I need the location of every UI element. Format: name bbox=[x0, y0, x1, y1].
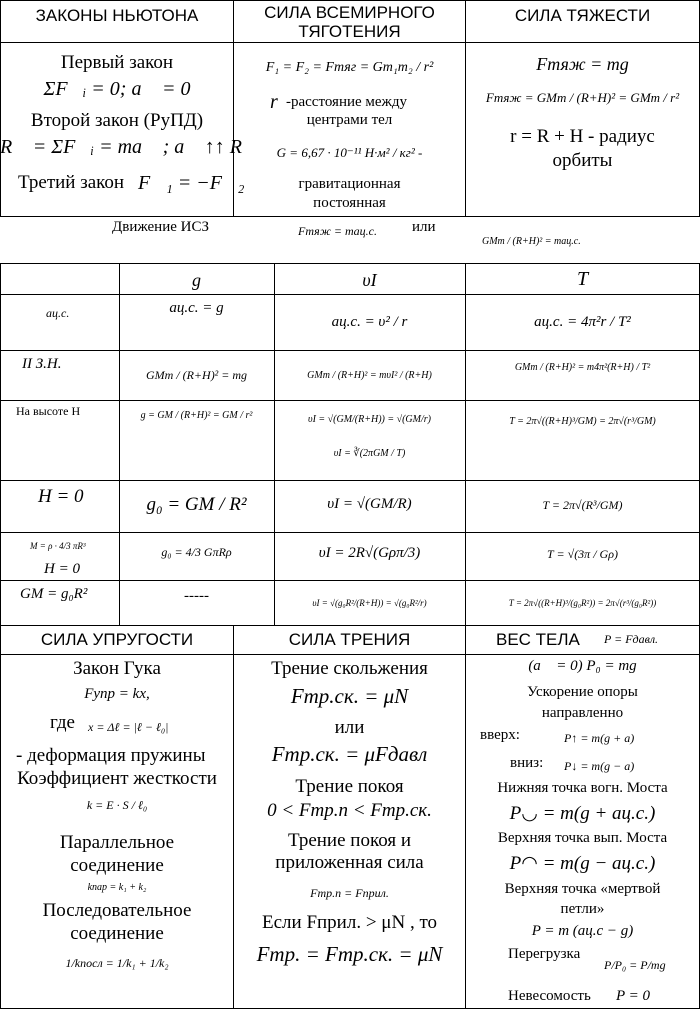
static-equal: Fтр.п = Fприл. bbox=[310, 886, 389, 900]
cell-4-g: g₀ = 4/3 GπRρ bbox=[161, 545, 232, 559]
elastic-title: СИЛА УПРУГОСТИ bbox=[40, 630, 194, 649]
third-law-formula: F⃗₁ = −F⃗₂ bbox=[138, 172, 245, 194]
cell-2-g: g = GM / (R+H)² = GM / r² bbox=[140, 410, 253, 421]
newton-title: ЗАКОНЫ НЬЮТОНА bbox=[35, 6, 199, 25]
parallel-formula: kпар = k₁ + k₂ bbox=[87, 882, 147, 893]
weightless-formula: P = 0 bbox=[616, 988, 651, 1004]
deformation-label: - деформация пружины bbox=[16, 745, 206, 766]
row-label-2nd-law: II З.Н. bbox=[22, 356, 62, 372]
static-label: Трение покоя bbox=[295, 776, 404, 797]
cell-0-g: aц.с. = g bbox=[169, 300, 224, 316]
lower-bridge-formula: P◡ = m(g + aц.с.) bbox=[509, 803, 656, 824]
col-header-g: g bbox=[192, 270, 201, 290]
up-label: вверх: bbox=[480, 727, 520, 743]
stiffness-label: Коэффициент жесткости bbox=[17, 768, 217, 789]
accel-label-1: Ускорение опоры bbox=[527, 684, 638, 700]
cell-2-t: T = 2π√((R+H)³/GM) = 2π√(r³/GM) bbox=[509, 416, 656, 427]
static-inequality: 0 < Fтр.п < Fтр.ск. bbox=[267, 800, 432, 821]
weight-title-formula: P = Fдавл. bbox=[604, 632, 659, 646]
gravity-cell bbox=[465, 0, 700, 217]
isz-label: Движение ИСЗ bbox=[112, 219, 209, 235]
serial-formula: 1/kпосл = 1/k₁ + 1/k₂ bbox=[65, 956, 169, 970]
gravity-title: СИЛА ТЯЖЕСТИ bbox=[514, 6, 651, 25]
row-label-a: aц.с. bbox=[46, 306, 70, 320]
cell-0-v: aц.с. = υ² / r bbox=[331, 314, 408, 330]
cell-5-t: T = 2π√((R+H)³/(g₀R²)) = 2π√(r³/(g₀R²)) bbox=[508, 598, 657, 608]
weight-rest: (a⃗ = 0) P₀ = mg bbox=[528, 658, 637, 674]
cell-0-t: aц.с. = 4π²r / T² bbox=[534, 314, 631, 330]
r-symbol: r bbox=[270, 91, 278, 113]
g-constant: G = 6,67 · 10⁻¹¹ H·м² / кг² - bbox=[276, 145, 423, 160]
overload-label: Перегрузка bbox=[508, 946, 581, 962]
overload-formula: P/P₀ = P/mg bbox=[604, 958, 666, 972]
col-header-t: T bbox=[576, 268, 589, 290]
hooke-formula: Fупр = kx, bbox=[84, 686, 150, 702]
cell-3-t: T = 2π√(R³/GM) bbox=[542, 498, 623, 512]
cell-2-v2: υI = ∛(2πGM / T) bbox=[333, 448, 406, 459]
r-description-2: центрами тел bbox=[306, 112, 393, 128]
where-label: где bbox=[50, 712, 75, 733]
stiffness-formula: k = E · S / ℓ₀ bbox=[86, 798, 148, 812]
cell-1-g: GMm / (R+H)² = mg bbox=[145, 368, 248, 382]
cell-3-v: υI = √(GM/R) bbox=[327, 496, 412, 512]
dead-loop-formula: P = m (aц.с − g) bbox=[531, 923, 634, 939]
parallel-label-2: соединение bbox=[70, 855, 164, 876]
upper-bridge-formula: P◠ = m(g − aц.с.) bbox=[509, 853, 656, 874]
first-law-label: Первый закон bbox=[60, 52, 174, 73]
g-description-2: постоянная bbox=[313, 195, 386, 211]
up-formula: P↑ = m(g + a) bbox=[564, 731, 635, 745]
row-label-gm: GM = g₀R² bbox=[20, 586, 88, 602]
friction-final: Fтр. = Fтр.ск. = μN bbox=[256, 942, 443, 966]
x-definition: x = Δℓ = |ℓ − ℓ₀| bbox=[88, 720, 169, 734]
friction-or: или bbox=[334, 717, 365, 738]
gravitation-title-2: ТЯГОТЕНИЯ bbox=[298, 22, 401, 41]
static-applied-2: приложенная сила bbox=[275, 852, 424, 873]
down-label: вниз: bbox=[510, 755, 544, 771]
gravitation-formula: F₁ = F₂ = Fтяг = Gm₁m₂ / r² bbox=[265, 60, 434, 75]
cell-5-v: υI = √(g₀R²/(R+H)) = √(g₀R²/r) bbox=[312, 598, 427, 608]
sliding-label: Трение скольжения bbox=[271, 658, 428, 679]
isz-formula-2: GMm / (R+H)² = maц.с. bbox=[482, 236, 581, 247]
sliding-formula-1: Fтр.ск. = μN bbox=[290, 684, 409, 708]
static-applied-1: Трение покоя и bbox=[287, 830, 412, 851]
orbit-radius-2: орбиты bbox=[552, 150, 613, 171]
gravity-formula-1: Fтяж = mg bbox=[536, 54, 629, 74]
dead-loop-label-1: Верхняя точка «мертвой bbox=[504, 881, 661, 897]
r-description-1: -расстояние между bbox=[286, 94, 408, 110]
sliding-formula-2: Fтр.ск. = μFдавл bbox=[271, 742, 428, 766]
hooke-label: Закон Гука bbox=[73, 658, 161, 679]
weight-title: ВЕС ТЕЛА bbox=[496, 630, 580, 649]
third-law-label: Третий закон bbox=[18, 172, 125, 193]
serial-label-1: Последовательное bbox=[42, 900, 192, 921]
cell-4-t: T = √(3π / Gρ) bbox=[547, 547, 618, 561]
col-header-v: υI bbox=[362, 270, 377, 290]
first-law-formula: ΣF⃗ᵢ = 0; a⃗ = 0 bbox=[43, 78, 191, 100]
row-label-h0-2: H = 0 bbox=[44, 561, 80, 577]
serial-label-2: соединение bbox=[70, 923, 164, 944]
cell-1-v: GMm / (R+H)² = mυI² / (R+H) bbox=[307, 370, 432, 381]
orbit-radius: r = R + H - радиус bbox=[510, 126, 655, 147]
accel-label-2: направленно bbox=[541, 705, 624, 721]
weightless-label: Невесомость bbox=[508, 988, 591, 1004]
second-law-label: Второй закон (РуПД) bbox=[30, 110, 204, 131]
friction-title: СИЛА ТРЕНИЯ bbox=[288, 630, 411, 649]
cell-5-g: ----- bbox=[184, 588, 209, 604]
row-label-h0: H = 0 bbox=[38, 486, 84, 507]
parallel-label-1: Параллельное bbox=[59, 832, 175, 853]
isz-or: или bbox=[412, 219, 436, 235]
cell-4-v: υI = 2R√(Gρπ/3) bbox=[318, 545, 421, 561]
cell-2-v: υI = √(GM/(R+H)) = √(GM/r) bbox=[307, 414, 431, 425]
row-label-height: На высоте H bbox=[16, 404, 81, 418]
row-label-density: M = ρ · 4/3 πR³ bbox=[30, 541, 86, 551]
cell-3-g: g₀ = GM / R² bbox=[146, 494, 247, 515]
gravitation-title-1: СИЛА ВСЕМИРНОГО bbox=[264, 3, 435, 22]
if-condition: Если Fприл. > μN , то bbox=[262, 912, 437, 933]
gravity-formula-2: Fтяж = GMm / (R+H)² = GMm / r² bbox=[485, 90, 680, 105]
elastic-cell bbox=[0, 625, 234, 1009]
cell-1-t: GMm / (R+H)² = m4π²(R+H) / T² bbox=[514, 362, 651, 373]
upper-bridge-label: Верхняя точка вып. Моста bbox=[497, 830, 668, 846]
isz-formula-1: Fтяж = maц.с. bbox=[298, 224, 377, 238]
dead-loop-label-2: петли» bbox=[560, 901, 605, 917]
down-formula: P↓ = m(g − a) bbox=[564, 759, 635, 773]
lower-bridge-label: Нижняя точка вогн. Моста bbox=[497, 780, 668, 796]
top-header-divider bbox=[0, 42, 700, 43]
second-law-formula: R⃗ = ΣF⃗ᵢ = ma⃗ ; a⃗ ↑↑ R⃗ bbox=[0, 136, 258, 158]
g-description-1: гравитационная bbox=[298, 176, 401, 192]
